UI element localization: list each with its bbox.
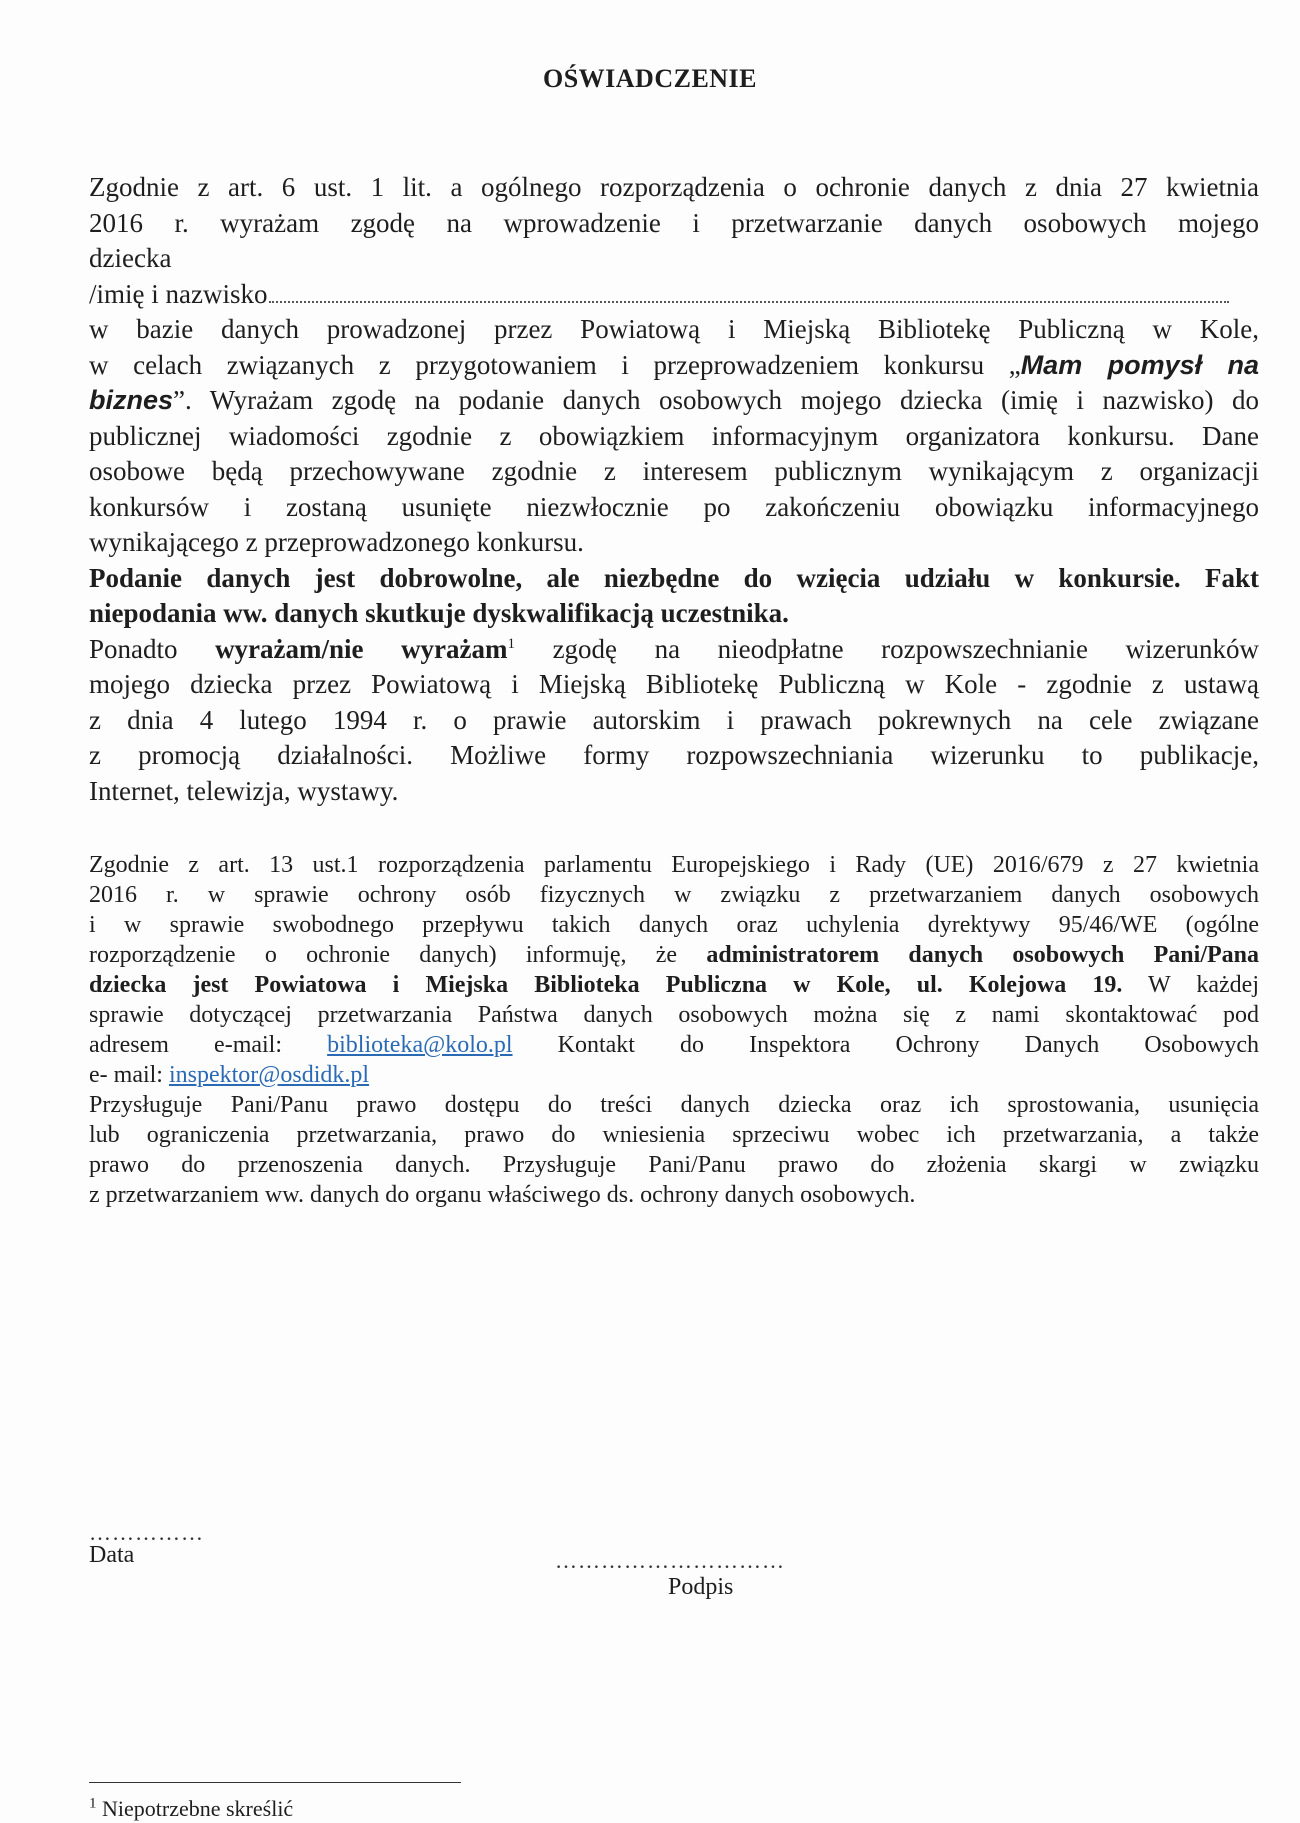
signature-field[interactable]: ………………………… — [555, 1548, 785, 1573]
gdpr-text: e- mail: — [89, 1062, 163, 1088]
consent-line: 2016 r. wyrażam zgodę na wprowadzenie i przetwarzanie danych osobowych mojego — [89, 207, 1259, 238]
image-consent-text: Ponadto — [89, 633, 178, 664]
consent-line: publicznej wiadomości zgodnie z obowiązkiem informacyjnym organizatora konkursu. Dane — [89, 420, 1259, 451]
library-email-link[interactable]: biblioteka@kolo.pl — [327, 1032, 513, 1058]
consent-line — [89, 383, 1259, 419]
administrator-notice: administratorem danych osobowych Pani/Pana — [706, 942, 1260, 968]
gdpr-information-section — [89, 850, 1259, 1210]
consent-line: osobowe będą przechowywane zgodnie z interesem publicznym wynikającym z organizacji — [89, 456, 1259, 486]
voluntary-notice — [89, 561, 1259, 597]
consent-line: w bazie danych prowadzonej przez Powiatową i Miejską Bibliotekę Publiczną w Kole, — [89, 314, 1259, 344]
gdpr-text: rozporządzenie o ochronie danych) informuję, że — [89, 942, 678, 968]
child-name-field[interactable] — [269, 297, 1229, 303]
voluntary-notice-text: Podanie danych jest dobrowolne, ale niezbędne do wzięcia udziału w konkursie. Fakt — [89, 562, 1259, 593]
gdpr-line — [89, 1030, 1259, 1060]
footnote-text: Niepotrzebne skreślić — [102, 1796, 294, 1821]
contest-name: Mam pomysł na — [1020, 349, 1259, 380]
child-name-line — [89, 277, 1259, 313]
gdpr-line: z przetwarzaniem ww. danych do organu właściwego ds. ochrony danych osobowych. — [89, 1182, 916, 1208]
gdpr-line — [89, 970, 1259, 1000]
consent-line: dziecka — [89, 243, 172, 273]
gdpr-line — [89, 940, 1259, 970]
date-label: Data — [89, 1542, 135, 1568]
gdpr-line: i w sprawie swobodnego przepływu takich danych oraz uchylenia dyrektywy 95/46/WE (ogólne — [89, 912, 1259, 938]
image-consent-line: z dnia 4 lutego 1994 r. o prawie autorskim i prawach pokrewnych na cele związane — [89, 704, 1259, 735]
footnote-divider — [89, 1782, 461, 1783]
gdpr-text: adresem e-mail: — [89, 1032, 283, 1058]
document-title: OŚWIADCZENIE — [542, 64, 758, 93]
image-consent-line: Internet, telewizja, wystawy. — [89, 775, 399, 806]
voluntary-notice-text: niepodania ww. danych skutkuje dyskwalifikacją uczestnika. — [89, 598, 789, 628]
image-consent-line: mojego dziecka przez Powiatową i Miejską Bibliotekę Publiczną w Kole - zgodnie z ustawą — [89, 669, 1259, 699]
consent-text: ”. Wyrażam zgodę na podanie danych osobowych mojego dziecka (imię i nazwisko) do — [173, 385, 1259, 415]
gdpr-line: Przysługuje Pani/Panu prawo dostępu do treści danych dziecka oraz ich sprostowania, usunięcia — [89, 1092, 1259, 1118]
gdpr-line: lub ograniczenia przetwarzania, prawo do wniesienia sprzeciwu wobec ich przetwarzania, a także — [89, 1122, 1259, 1148]
gdpr-line: 2016 r. w sprawie ochrony osób fizycznych w związku z przetwarzaniem danych osobowych — [89, 882, 1259, 908]
administrator-notice: dziecka jest Powiatowa i Miejska Biblioteka Publiczna w Kole, ul. Kolejowa 19. — [89, 972, 1123, 998]
signature-label: Podpis — [668, 1574, 734, 1600]
child-name-label: /imię i nazwisko — [89, 278, 268, 309]
footnote — [89, 1796, 293, 1822]
consent-line: konkursów i zostaną usunięte niezwłocznie po zakończeniu obowiązku informacyjnego — [89, 491, 1259, 522]
gdpr-line: prawo do przenoszenia danych. Przysługuje Pani/Panu prawo do złożenia skargi w związku — [89, 1152, 1259, 1178]
consent-section — [89, 170, 1259, 809]
gdpr-line: sprawie dotyczącej przetwarzania Państwa danych osobowych można się z nami skontaktować pod — [89, 1002, 1259, 1028]
image-consent-line — [89, 632, 1259, 668]
image-consent-text: zgodę na nieodpłatne rozpowszechnianie wizerunków — [552, 633, 1260, 664]
consent-line: wynikającego z przeprowadzonego konkursu. — [89, 527, 584, 557]
consent-line — [89, 348, 1259, 384]
inspector-email-link[interactable]: inspektor@osdidk.pl — [168, 1062, 370, 1088]
voluntary-notice — [89, 596, 1259, 632]
footnote-mark: 1 — [89, 1795, 97, 1812]
consent-choice[interactable]: wyrażam/nie wyrażam — [215, 633, 508, 664]
footnote-reference: 1 — [507, 635, 516, 652]
consent-line: Zgodnie z art. 6 ust. 1 lit. a ogólnego rozporządzenia o ochronie danych z dnia 27 kwietnia — [89, 172, 1259, 202]
date-field[interactable]: …………… — [89, 1520, 204, 1545]
image-consent-line: z promocją działalności. Możliwe formy rozpowszechniania wizerunku to publikacje, — [89, 740, 1259, 770]
consent-text: w celach związanych z przygotowaniem i przeprowadzeniem konkursu „ — [89, 349, 1021, 380]
gdpr-line: Zgodnie z art. 13 ust.1 rozporządzenia parlamentu Europejskiego i Rady (UE) 2016/679 z 27 kwietnia — [89, 852, 1259, 878]
gdpr-text: Kontakt do Inspektora Ochrony Danych Osobowych — [557, 1032, 1259, 1058]
gdpr-line — [89, 1060, 1259, 1090]
gdpr-text: W każdej — [1148, 972, 1259, 998]
contest-name: biznes — [89, 385, 174, 415]
